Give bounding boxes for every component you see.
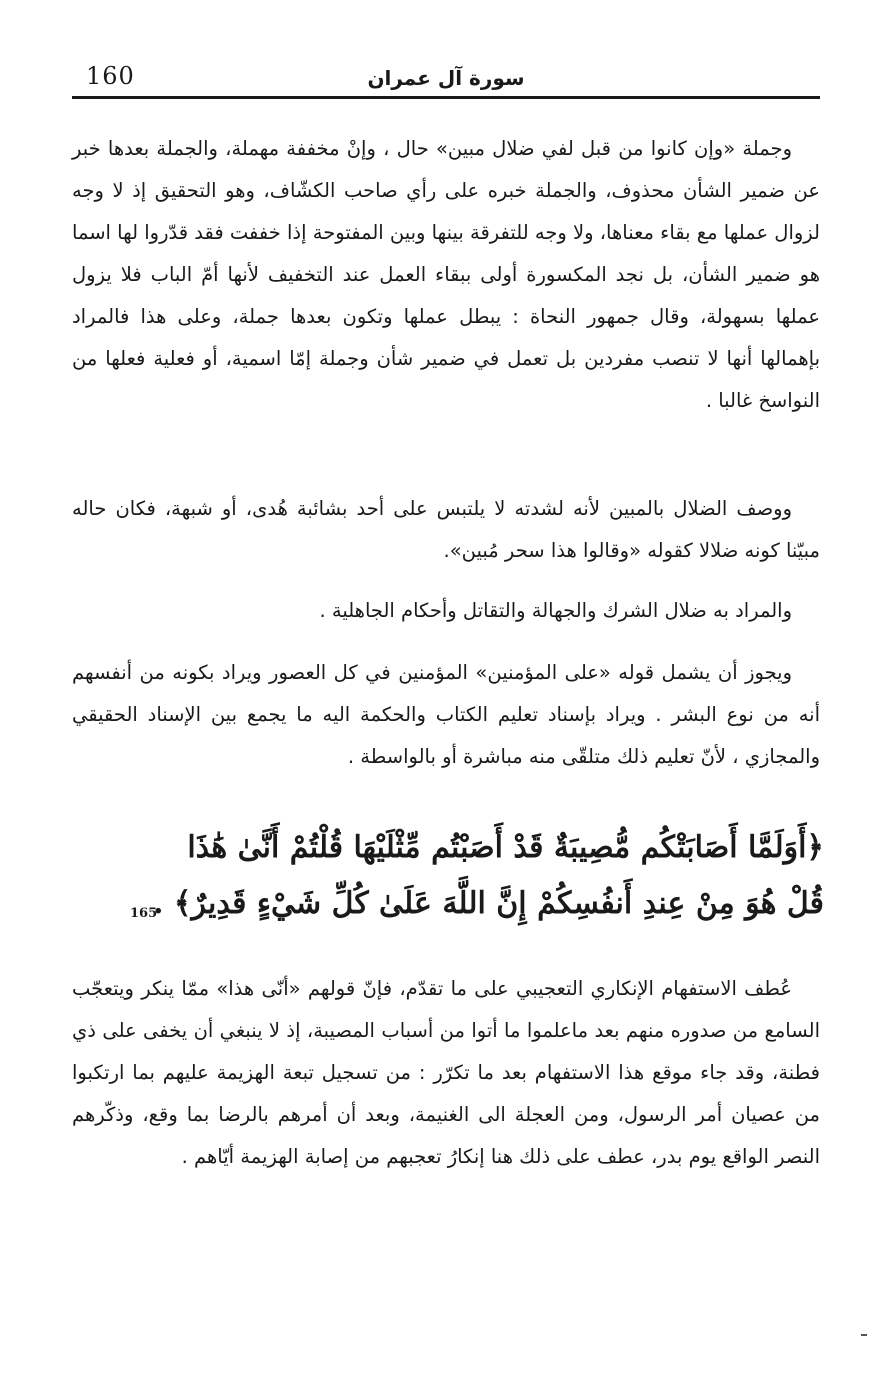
paragraph-commentary — [72, 968, 820, 1178]
paragraph-text: ووصف الضلال بالمبين لأنه لشدته لا يلتبس على أحد بشائبة هُدى، أو شبهة، فكان حاله مبيّنا كونه ضلالا كقوله «وقالوا هذا سحر مُبين». — [72, 497, 820, 562]
page-header — [72, 62, 820, 96]
scan-mark — [861, 1334, 867, 1336]
paragraph-clear-misguidance — [72, 488, 820, 572]
paragraph-particle-explanation — [72, 128, 820, 422]
paragraph-text: ويجوز أن يشمل قوله «على المؤمنين» المؤمنين في كل العصور ويراد بكونه من أنفسهم أنه من نوع البشر . ويراد بإسناد تعليم الكتاب والحكمة اليه ما يجمع بين الإسناد الحقيقي والمجازي ، لأنّ تعليم ذلك متلقّى منه مباشرة أو بالواسطة . — [72, 661, 820, 768]
paragraph-meaning — [72, 590, 820, 632]
quran-verse — [66, 820, 824, 932]
header-rule — [72, 96, 820, 99]
verse-line-2: قُلْ هُوَ مِنْ عِندِ أَنفُسِكُمْ إِنَّ اللَّهَ عَلَىٰ كُلِّ شَيْءٍ قَدِيرٌ﴾ . — [153, 886, 824, 921]
paragraph-text: والمراد به ضلال الشرك والجهالة والتقاتل وأحكام الجاهلية . — [319, 599, 792, 622]
verse-number: 165 — [130, 906, 158, 921]
page-number: 160 — [86, 62, 135, 90]
paragraph-text: وجملة «وإن كانوا من قبل لفي ضلال مبين» حال ، وإنْ مخففة مهملة، والجملة بعدها خبر عن ضمير الشأن محذوف، والجملة خبره على رأي صاحب الكشّاف، وهو التحقيق إذ لا وجه لزوال عملها مع بقاء معناها، ولا وجه للتفرقة بينها وبين المفتوحة إذا خففت فقد قدّروا لها اسما هو ضمير الشأن، بل نجد المكسورة أولى ببقاء العمل عند التخفيف لأنها أمّ الباب فلا يزول عملها بسهولة، وقال جمهور النحاة : يبطل عملها وتكون بعدها جملة، وعلى هذا فالمراد بإهمالها أنها لا تنصب مفردين بل تعمل في ضمير شأن وجملة إمّا اسمية، أو فعلية فعلها من النواسخ غالبا . — [72, 137, 820, 412]
verse-line-1: ﴿أَوَلَمَّا أَصَابَتْكُم مُّصِيبَةٌ قَدْ أَصَبْتُم مِّثْلَيْهَا قُلْتُمْ أَنَّىٰ هَٰذَا — [187, 830, 824, 865]
running-title: سورة آل عمران — [367, 66, 525, 90]
paragraph-believers — [72, 652, 820, 778]
paragraph-text: عُطف الاستفهام الإنكاري التعجيبي على ما تقدّم، فإنّ قولهم «أنّى هذا» ممّا ينكر ويتعجّب السامع من صدوره منهم بعد ماعلموا ما أتوا من أسباب المصيبة، إذ لا ينبغي أن يخفى على ذي فطنة، وقد جاء موقع هذا الاستفهام بعد ما تكرّر : من تسجيل تبعة الهزيمة عليهم بما ارتكبوا من عصيان أمر الرسول، ومن العجلة الى الغنيمة، وبعد أن أمرهم بالرضا بما وقع، وذكّرهم النصر الواقع يوم بدر، عطف على ذلك هنا إنكارُ تعجبهم من إصابة الهزيمة أيّاهم . — [72, 977, 820, 1168]
